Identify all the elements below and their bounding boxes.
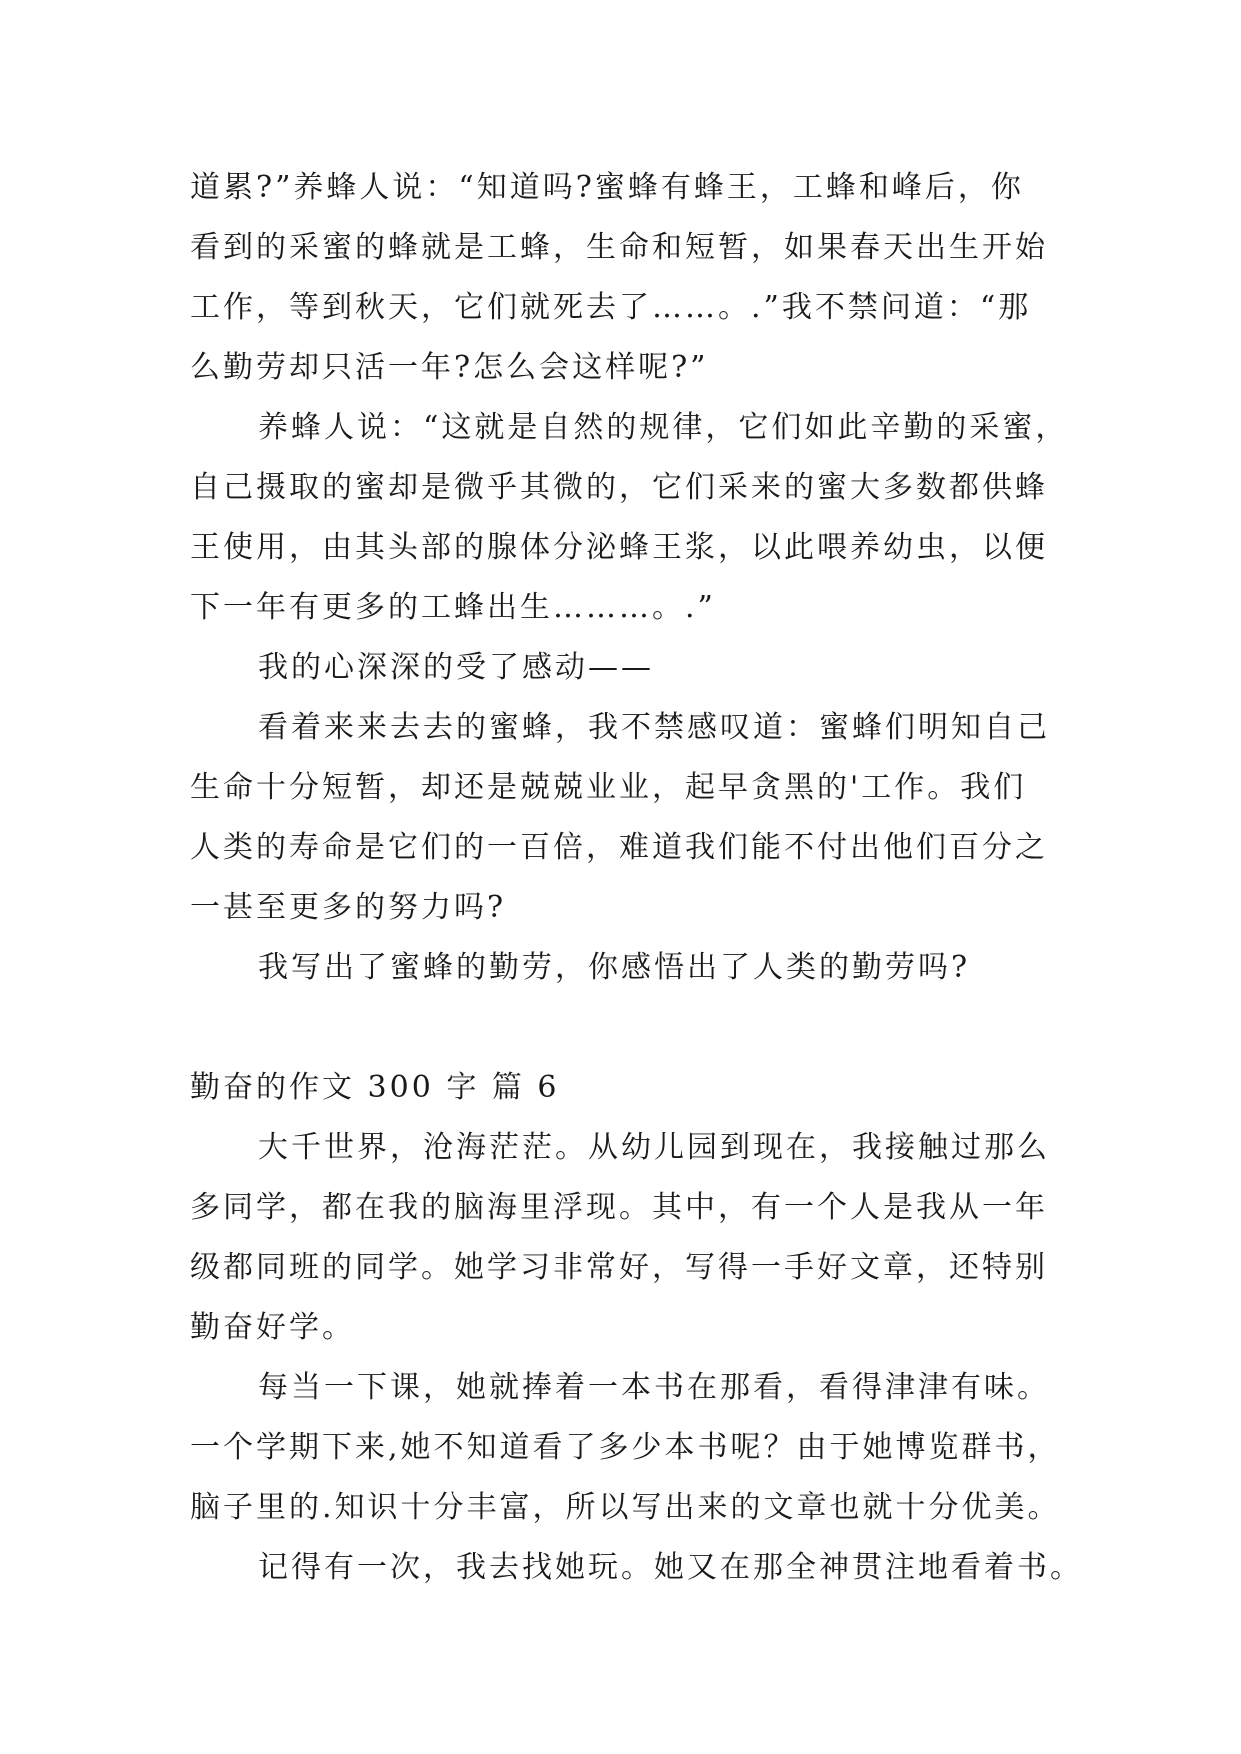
paragraph-line: 我的心深深的受了感动—— — [258, 650, 654, 685]
paragraph-line: 记得有一次，我去找她玩。她又在那全神贯注地看着书。 — [258, 1550, 1083, 1585]
paragraph-line: 一甚至更多的努力吗? — [190, 890, 507, 925]
paragraph-line: 我写出了蜜蜂的勤劳，你感悟出了人类的勤劳吗? — [258, 950, 971, 985]
paragraph-line: 么勤劳却只活一年?怎么会这样呢?” — [190, 350, 709, 385]
paragraph-line: 王使用，由其头部的腺体分泌蜂王浆，以此喂养幼虫，以便 — [190, 530, 1048, 565]
paragraph-line: 生命十分短暂，却还是兢兢业业，起早贪黑的'工作。我们 — [190, 770, 1027, 805]
paragraph-line: 自己摄取的蜜却是微乎其微的，它们采来的蜜大多数都供蜂 — [190, 470, 1048, 505]
paragraph-line: 看到的采蜜的蜂就是工蜂，生命和短暂，如果春天出生开始 — [190, 230, 1048, 265]
paragraph-line: 每当一下课，她就捧着一本书在那看，看得津津有味。 — [258, 1370, 1050, 1405]
paragraph-line: 级都同班的同学。她学习非常好，写得一手好文章，还特别 — [190, 1250, 1048, 1285]
paragraph-line: 养蜂人说：“这就是自然的规律，它们如此辛勤的采蜜， — [258, 410, 1069, 445]
paragraph-line: 下一年有更多的工蜂出生………。.” — [190, 590, 716, 625]
paragraph-line: 工作，等到秋天，它们就死去了……。.”我不禁问道：“那 — [190, 290, 1032, 325]
paragraph-line: 大千世界，沧海茫茫。从幼儿园到现在，我接触过那么 — [258, 1130, 1050, 1165]
paragraph-line: 一个学期下来,她不知道看了多少本书呢？由于她博览群书， — [190, 1430, 1061, 1465]
paragraph-line: 人类的寿命是它们的一百倍，难道我们能不付出他们百分之 — [190, 830, 1048, 865]
paragraph-line: 脑子里的.知识十分丰富，所以写出来的文章也就十分优美。 — [190, 1490, 1061, 1525]
section-heading: 勤奋的作文 300 字 篇 6 — [190, 1070, 560, 1105]
paragraph-line: 道累?”养蜂人说：“知道吗?蜜蜂有蜂王，工蜂和峰后，你 — [190, 170, 1024, 205]
paragraph-line: 勤奋好学。 — [190, 1310, 355, 1345]
paragraph-line: 多同学，都在我的脑海里浮现。其中，有一个人是我从一年 — [190, 1190, 1048, 1225]
paragraph-line: 看着来来去去的蜜蜂，我不禁感叹道：蜜蜂们明知自己 — [258, 710, 1050, 745]
